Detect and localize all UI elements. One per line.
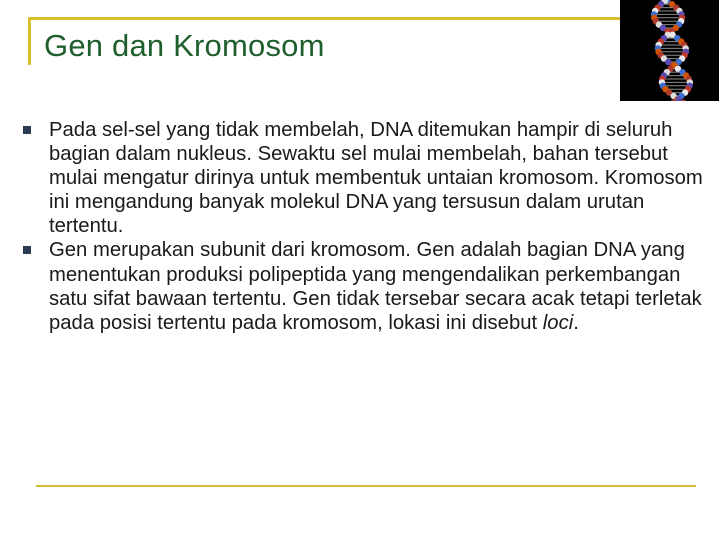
dna-helix-graphic	[620, 0, 719, 101]
bullet-emphasis: loci	[542, 311, 574, 334]
bullet-text: Gen merupakan subunit dari kromosom. Gen adalah bagian DNA yang menentukan produksi polipeptida yang mengendalikan perkembangan satu sifat bawaan tertentu. Gen tidak tersebar secara acak tetapi terletak pada posisi tertentu pada kromosom, lokasi ini disebut	[49, 239, 702, 334]
dna-helix-image	[620, 0, 719, 101]
square-bullet-icon	[23, 246, 31, 254]
bullet-item	[20, 238, 710, 334]
bullet-item	[20, 118, 710, 238]
square-bullet-icon	[23, 126, 31, 134]
slide-content	[20, 118, 710, 335]
bullet-end: .	[573, 311, 579, 334]
bullet-text: Pada sel-sel yang tidak membelah, DNA ditemukan hampir di seluruh bagian dalam nukleus. Sewaktu sel mulai membelah, bahan tersebut mulai mengatur dirinya untuk membentuk untaian kromosom. Kromosom ini mengandung banyak molekul DNA yang tersusun dalam urutan tertentu.	[49, 119, 703, 238]
slide-title: Gen dan Kromosom	[44, 28, 325, 63]
title-frame-left-line	[28, 17, 31, 65]
title-frame-top-line	[28, 17, 628, 20]
bottom-divider-line	[36, 485, 696, 487]
